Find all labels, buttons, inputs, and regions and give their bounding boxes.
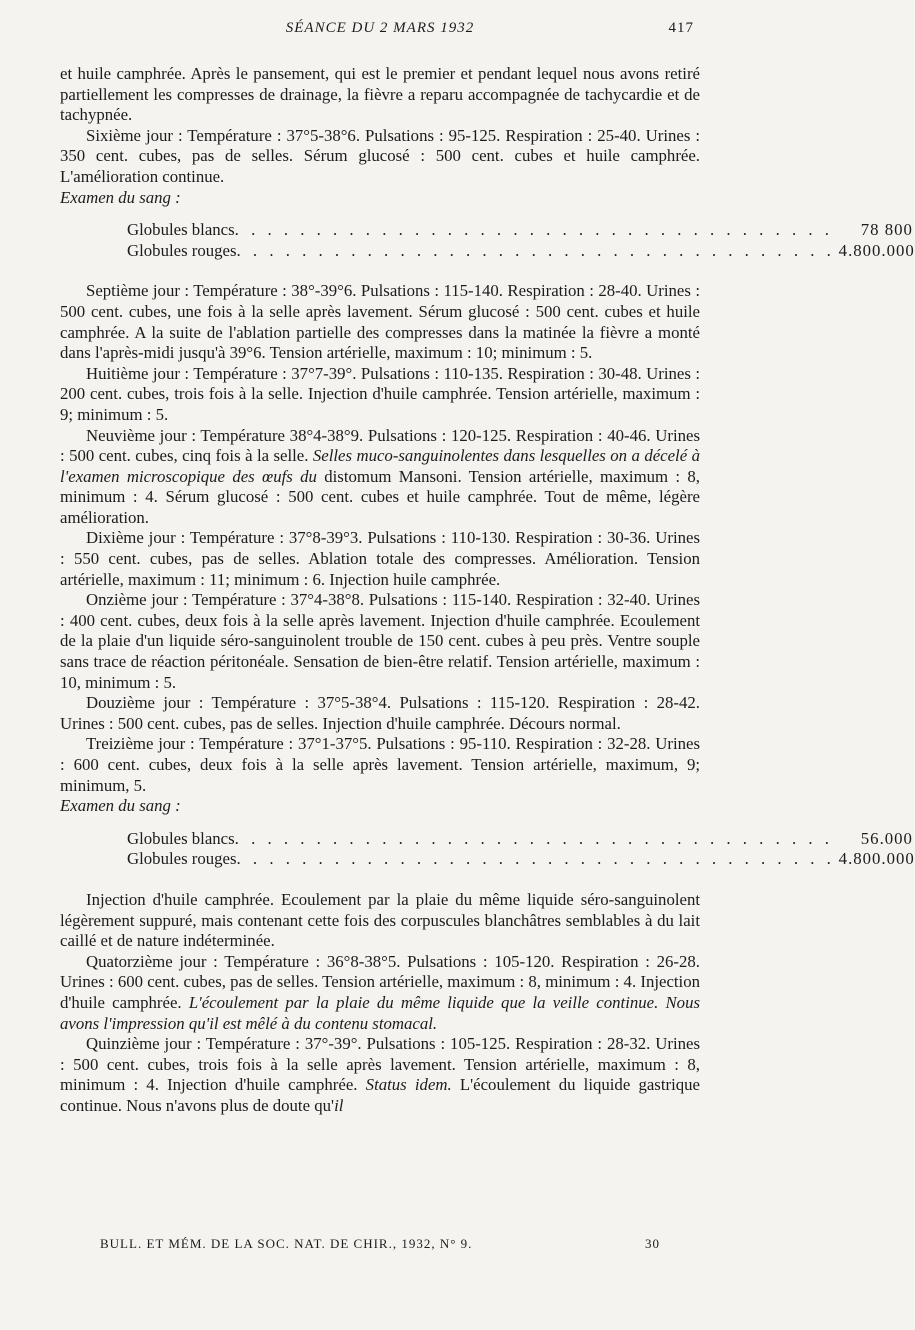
paragraph-day-9 (60, 426, 700, 529)
running-header (60, 20, 700, 44)
day-15-text: Quinzième jour : Température : 37°-39°. Pulsations : 105-125. Respiration : 28-32. Urines : 500 cent. cubes, trois fois à la selle après lavement. Tension artérielle, maximum : 8, minimum : 4. Injection d'huile camphrée. (60, 1034, 700, 1095)
running-title: SÉANCE DU 2 MARS 1932 (285, 20, 475, 36)
white-cells-label: Globules blancs (127, 220, 235, 240)
leader-dots: . . . . . . . . . . . . . . . . . . . . . . . . . . . . . . . . . . . . . (234, 828, 833, 848)
day-14-text: Quatorzième jour : Température : 36°8-38°5. Pulsations : 105-120. Respiration : 26-28. Urines : 600 cent. cubes, pas de selles. Tension artérielle, maximum : 8, minimum : 4. Injection d'huile camphrée. (60, 951, 700, 1012)
blood-exam-heading-2: Examen du sang : (60, 796, 181, 816)
day-15-italic-end: il (334, 1095, 344, 1115)
day-9-text: Neuvième jour : Température 38°4-38°9. Pulsations : 120-125. Respiration : 40-46. Urines : 500 cent. cubes, cinq fois à la selle. (60, 425, 700, 466)
page-number: 417 (668, 20, 694, 36)
leader-dots: . . . . . . . . . . . . . . . . . . . . . . . . . . . . . . . . . . . . . (236, 849, 835, 869)
day-15-text-end: L'écoulement du liquide gastrique continue. Nous n'avons plus de doute qu' (60, 1075, 700, 1115)
signature-mark: 30 (645, 1236, 660, 1251)
red-cells-row (127, 240, 915, 262)
paragraph-day-7: Septième jour : Température : 38°-39°6. Pulsations : 115-140. Respiration : 28-40. Urines : 500 cent. cubes, une fois à la selle après lavement. Sérum glucosé : 500 cent. cubes et huile camphrée. A la suite de l'ablation partielle des compresses dans la matinée la fièvre a monté dans l'après-midi jusqu'à 39°6. Tension artérielle, maximum : 10; minimum : 5. (60, 281, 700, 363)
paragraph-day-15 (60, 1034, 700, 1116)
red-cells-label: Globules rouges (127, 240, 237, 260)
day-9-italic-text: Selles muco-sanguinolentes dans lesquelles on a décelé à l'examen microscopique des œufs du (60, 446, 700, 486)
paragraph-day-12: Douzième jour : Température : 37°5-38°4. Pulsations : 115-120. Respiration : 28-42. Urines : 500 cent. cubes, pas de selles. Injection d'huile camphrée. Décours normal. (60, 693, 700, 733)
leader-dots: . . . . . . . . . . . . . . . . . . . . . . . . . . . . . . . . . . . . . (236, 240, 835, 260)
paragraph-day-10: Dixième jour : Température : 37°8-39°3. Pulsations : 110-130. Respiration : 30-36. Urines : 550 cent. cubes, pas de selles. Ablation totale des compresses. Amélioration. Tension artérielle, maximum : 11; minimum : 6. Injection huile camphrée. (60, 528, 700, 589)
leader-dots: . . . . . . . . . . . . . . . . . . . . . . . . . . . . . . . . . . . . . (234, 220, 833, 240)
document-body (60, 64, 915, 1117)
day-15-italic-text: Status idem. (365, 1075, 452, 1095)
blood-exam-heading-1: Examen du sang : (60, 187, 181, 207)
paragraph-day-8: Huitième jour : Température : 37°7-39°. Pulsations : 110-135. Respiration : 30-48. Urines : 200 cent. cubes, trois fois à la selle. Injection d'huile camphrée. Tension artérielle, maximum : 9; minimum : 5. (60, 363, 700, 424)
paragraph-day-6: Sixième jour : Température : 37°5-38°6. Pulsations : 95-125. Respiration : 25-40. Urines : 350 cent. cubes, pas de selles. Sérum glucosé : 500 cent. cubes et huile camphrée. L'amélioration continue. (60, 125, 700, 186)
paragraph-day-13: Treizième jour : Température : 37°1-37°5. Pulsations : 95-110. Respiration : 32-28. Urines : 600 cent. cubes, deux fois à la selle après lavement. Tension artérielle, maximum, 9; minimum, 5. (60, 734, 700, 795)
red-cells-value: 4.800.000 (838, 849, 915, 869)
red-cells-value: 4.800.000 (838, 240, 915, 260)
white-cells-row (127, 220, 913, 241)
white-cells-label: Globules blancs (127, 828, 235, 848)
paragraph-day-11: Onzième jour : Température : 37°4-38°8. Pulsations : 115-140. Respiration : 32-40. Urines : 400 cent. cubes, deux fois à la selle après lavement. Injection d'huile camphrée. Ecoulement de la plaie d'un liquide séro-sanguinolent trouble de 150 cent. cubes à peu près. Ventre souple sans trace de réaction péritonéale. Sensation de bien-être relatif. Tension artérielle, maximum : 10, minimum : 5. (60, 590, 700, 692)
red-cells-label: Globules rouges (127, 849, 237, 869)
day-9-text-end: distomum Mansoni. Tension artérielle, maximum : 8, minimum : 4. Sérum glucosé : 500 cent. cubes et huile camphrée. Tout de même, légère amélioration. (60, 466, 700, 527)
white-cells-value: 56.000 (860, 828, 913, 848)
paragraph-injection: Injection d'huile camphrée. Ecoulement par la plaie du même liquide séro-sanguinolent légèrement suppuré, mais contenant cette fois des corpuscules blanchâtres semblables à du lait caillé et de nature indéterminée. (60, 889, 700, 951)
white-cells-row (127, 828, 913, 850)
white-cells-value: 78 800 (860, 220, 913, 240)
red-cells-row (127, 849, 915, 870)
bulletin-citation: BULL. ET MÉM. DE LA SOC. NAT. DE CHIR., 1932, N° 9. (100, 1236, 473, 1251)
day-14-italic-text: L'écoulement par la plaie du même liquide que la veille continue. Nous avons l'impression qu'il est mêlé à du contenu stomacal. (60, 992, 700, 1033)
blood-counts-1 (127, 220, 915, 261)
paragraph-continuation: et huile camphrée. Après le pansement, qui est le premier et pendant lequel nous avons retiré partiellement les compresses de drainage, la fièvre a reparu accompagnée de tachycardie et de tachypnée. (60, 64, 700, 125)
paragraph-day-14 (60, 952, 700, 1034)
blood-counts-2 (127, 828, 915, 870)
